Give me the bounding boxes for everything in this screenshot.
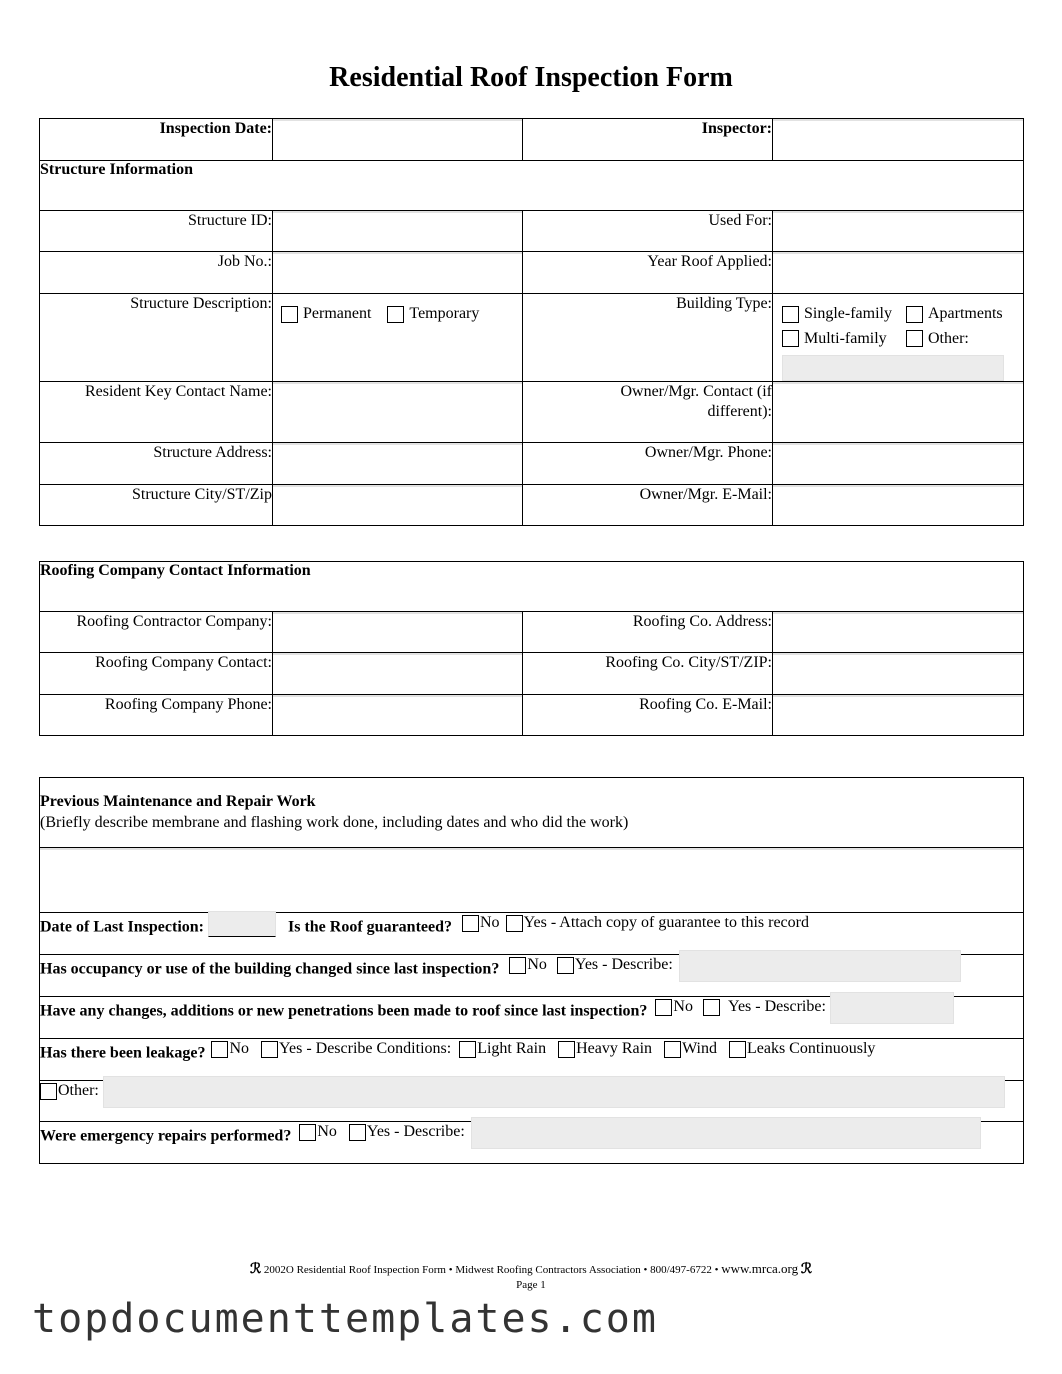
mrca-logo-icon-right: ℛ [800,1262,813,1277]
changes-yes-checkbox[interactable] [703,999,720,1016]
maintenance-description-field[interactable] [40,848,1023,850]
structure-id-field[interactable] [273,211,522,213]
owner-email-label: Owner/Mgr. E-Mail: [523,485,773,526]
occupancy-no-checkbox[interactable] [509,957,526,974]
roofing-company-table [39,561,1024,736]
wind-option[interactable]: Wind [664,1039,717,1059]
temporary-checkbox[interactable] [387,306,404,323]
year-roof-applied-label: Year Roof Applied: [523,252,773,294]
other-row [40,1081,1024,1122]
maintenance-heading: Previous Maintenance and Repair Work [40,793,316,810]
occupancy-question: Has occupancy or use of the building changed since last inspection? [40,960,500,978]
guaranteed-no-option[interactable]: No [462,913,500,933]
structure-description-options [273,294,523,382]
guaranteed-yes-option[interactable]: Yes - Attach copy of guarantee to this record [506,913,809,933]
owner-phone-label: Owner/Mgr. Phone: [523,443,773,485]
contractor-company-field[interactable] [273,612,522,614]
page-footer [0,1261,1062,1293]
roofing-phone-field[interactable] [273,695,522,697]
multi-family-checkbox[interactable] [782,330,799,347]
emergency-row [40,1122,1024,1164]
inspector-field[interactable] [773,119,1023,121]
guaranteed-no-checkbox[interactable] [462,915,479,932]
maintenance-section [40,778,1024,848]
emergency-no-option[interactable]: No [299,1122,337,1142]
other-type-checkbox[interactable] [906,330,923,347]
roofing-co-email-field[interactable] [773,695,1023,697]
contractor-company-label: Roofing Contractor Company: [40,612,273,653]
occupancy-row [40,955,1024,997]
roofing-co-email-label: Roofing Co. E-Mail: [523,695,773,736]
roofing-co-city-field[interactable] [773,653,1023,655]
roofing-co-address-field[interactable] [773,612,1023,614]
leakage-yes-option[interactable]: Yes - Describe Conditions: [261,1039,451,1059]
permanent-option[interactable]: Permanent [281,304,371,324]
other-option[interactable]: Other: [40,1081,99,1101]
last-inspection-field[interactable] [208,911,276,937]
light-rain-checkbox[interactable] [459,1041,476,1058]
permanent-checkbox[interactable] [281,306,298,323]
footer-text: 2002O Residential Roof Inspection Form • Midwest Roofing Contractors Association • 800/497-6722 • [263,1264,719,1276]
temporary-option[interactable]: Temporary [387,304,479,324]
multi-family-option[interactable]: Multi-family [782,329,906,349]
structure-address-label: Structure Address: [40,443,273,485]
wind-checkbox[interactable] [664,1041,681,1058]
owner-phone-field[interactable] [773,443,1023,445]
single-family-option[interactable]: Single-family [782,304,906,324]
occupancy-yes-checkbox[interactable] [557,957,574,974]
last-inspection-row [40,913,1024,955]
occupancy-describe-field[interactable] [679,950,961,982]
mrca-logo-icon: ℛ [249,1262,262,1277]
last-inspection-label: Date of Last Inspection: [40,918,204,936]
other-type-field[interactable] [782,355,1004,381]
used-for-field[interactable] [773,211,1023,213]
roofing-contact-field[interactable] [273,653,522,655]
other-type-option[interactable]: Other: [906,329,969,349]
leaks-continuously-checkbox[interactable] [729,1041,746,1058]
roofing-contact-label: Roofing Company Contact: [40,653,273,695]
single-family-checkbox[interactable] [782,306,799,323]
changes-row [40,997,1024,1039]
inspection-date-label: Inspection Date: [40,119,273,161]
owner-contact-label: Owner/Mgr. Contact (if different): [523,382,773,443]
building-type-label: Building Type: [523,294,773,382]
maintenance-table [39,777,1024,1164]
heavy-rain-option[interactable]: Heavy Rain [558,1039,652,1059]
light-rain-option[interactable]: Light Rain [459,1039,546,1059]
building-type-options [773,294,1024,382]
structure-id-label: Structure ID: [40,211,273,252]
emergency-question: Were emergency repairs performed? [40,1127,292,1145]
occupancy-yes-option[interactable]: Yes - Describe: [557,955,673,975]
structure-info-heading: Structure Information [40,161,1024,211]
guaranteed-yes-checkbox[interactable] [506,915,523,932]
structure-table [39,118,1024,526]
inspector-label: Inspector: [523,119,773,161]
roofing-phone-label: Roofing Company Phone: [40,695,273,736]
changes-no-option[interactable]: No [655,997,693,1017]
changes-no-checkbox[interactable] [655,999,672,1016]
roofing-company-heading: Roofing Company Contact Information [40,562,1024,612]
leaks-continuously-option[interactable]: Leaks Continuously [729,1039,875,1059]
footer-website: www.mrca.org [721,1261,799,1276]
leakage-question: Has there been leakage? [40,1044,206,1062]
year-roof-applied-field[interactable] [773,252,1023,254]
roofing-co-city-label: Roofing Co. City/ST/ZIP: [523,653,773,695]
other-checkbox[interactable] [40,1083,57,1100]
other-describe-field[interactable] [103,1076,1005,1108]
structure-city-label: Structure City/ST/Zip [40,485,273,526]
changes-question: Have any changes, additions or new penetrations been made to roof since last inspection? [40,1002,648,1020]
apartments-checkbox[interactable] [906,306,923,323]
page-number: Page 1 [516,1279,546,1291]
structure-address-field[interactable] [273,443,522,445]
maintenance-note: (Briefly describe membrane and flashing work done, including dates and who did the work) [40,814,629,831]
form-title: Residential Roof Inspection Form [329,62,733,93]
inspection-date-field[interactable] [273,119,522,121]
leakage-no-checkbox[interactable] [211,1041,228,1058]
leakage-yes-checkbox[interactable] [261,1041,278,1058]
emergency-no-checkbox[interactable] [299,1124,316,1141]
structure-description-label: Structure Description: [40,294,273,382]
used-for-label: Used For: [523,211,773,252]
guaranteed-label: Is the Roof guaranteed? [288,918,452,936]
changes-describe-field[interactable] [830,992,954,1024]
leakage-no-option[interactable]: No [211,1039,249,1059]
job-no-label: Job No.: [40,252,273,294]
job-no-field[interactable] [273,252,522,254]
emergency-yes-option[interactable]: Yes - Describe: [349,1122,465,1142]
resident-contact-field[interactable] [273,382,522,384]
emergency-yes-checkbox[interactable] [349,1124,366,1141]
owner-email-field[interactable] [773,485,1023,487]
changes-yes-option[interactable]: Yes - Describe: [703,997,826,1017]
occupancy-no-option[interactable]: No [509,955,547,975]
leakage-row [40,1039,1024,1081]
structure-city-field[interactable] [273,485,522,487]
heavy-rain-checkbox[interactable] [558,1041,575,1058]
roofing-co-address-label: Roofing Co. Address: [523,612,773,653]
apartments-option[interactable]: Apartments [906,304,1003,324]
owner-contact-field[interactable] [773,382,1023,384]
resident-contact-label: Resident Key Contact Name: [40,382,273,443]
watermark: topdocumenttemplates.com [32,1296,658,1342]
emergency-describe-field[interactable] [471,1117,981,1149]
